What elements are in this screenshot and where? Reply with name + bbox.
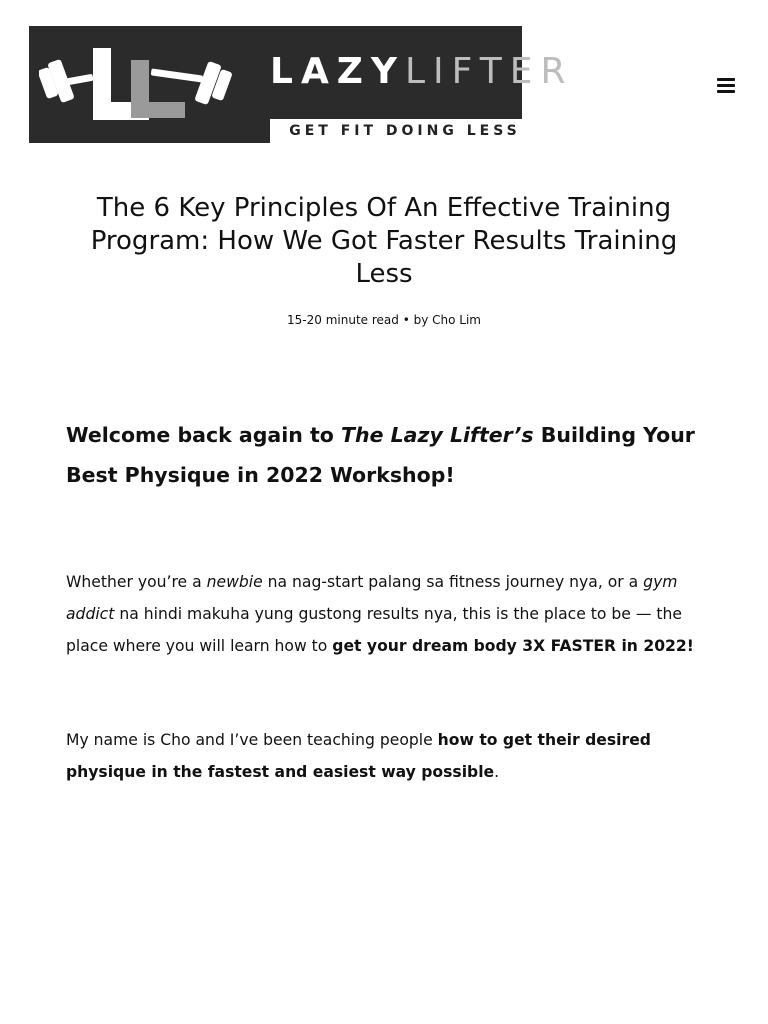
intro-text-2: na nag-start palang sa fitness journey nya, or a xyxy=(262,573,644,591)
dumbbell-ll-logo-icon xyxy=(39,44,259,126)
article-meta: 15-20 minute read • by Cho Lim xyxy=(287,313,481,327)
logo-wordmark xyxy=(270,52,573,92)
welcome-heading xyxy=(66,415,706,495)
intro-italic-gym-addict: gym addict xyxy=(66,573,678,623)
logo-tagline: GET FIT DOING LESS xyxy=(270,119,540,143)
welcome-text-after: Building Your Best Physique in 2022 Workshop! xyxy=(66,423,695,487)
intro-italic-newbie: newbie xyxy=(206,573,263,591)
site-logo[interactable] xyxy=(29,26,574,143)
author-text-1: My name is Cho and I’ve been teaching people xyxy=(66,731,438,749)
logo-word-lifter: LIFTER xyxy=(404,51,574,92)
intro-paragraph xyxy=(66,566,706,662)
welcome-brand-italic: The Lazy Lifter’s xyxy=(341,423,534,447)
intro-bold-promise: get your dream body 3X FASTER in 2022! xyxy=(332,637,694,655)
menu-bar-top xyxy=(717,78,735,81)
menu-bar-middle xyxy=(717,84,735,87)
author-paragraph xyxy=(66,724,706,788)
author-bold-claim: how to get their desired physique in the fastest and easiest way possible xyxy=(66,731,651,781)
article-title: The 6 Key Principles Of An Effective Training Program: How We Got Faster Results Training Less xyxy=(90,193,678,289)
menu-bar-bottom xyxy=(717,90,735,93)
intro-text-1: Whether you’re a xyxy=(66,573,207,591)
hamburger-menu-icon[interactable] xyxy=(712,74,740,96)
welcome-text-before: Welcome back again to xyxy=(66,423,341,447)
logo-word-lazy: LAZY xyxy=(270,51,405,92)
intro-text-3: na hindi makuha yung gustong results nya, this is the place to be — the place where you will learn how to xyxy=(66,605,683,655)
author-text-2: . xyxy=(494,763,500,781)
